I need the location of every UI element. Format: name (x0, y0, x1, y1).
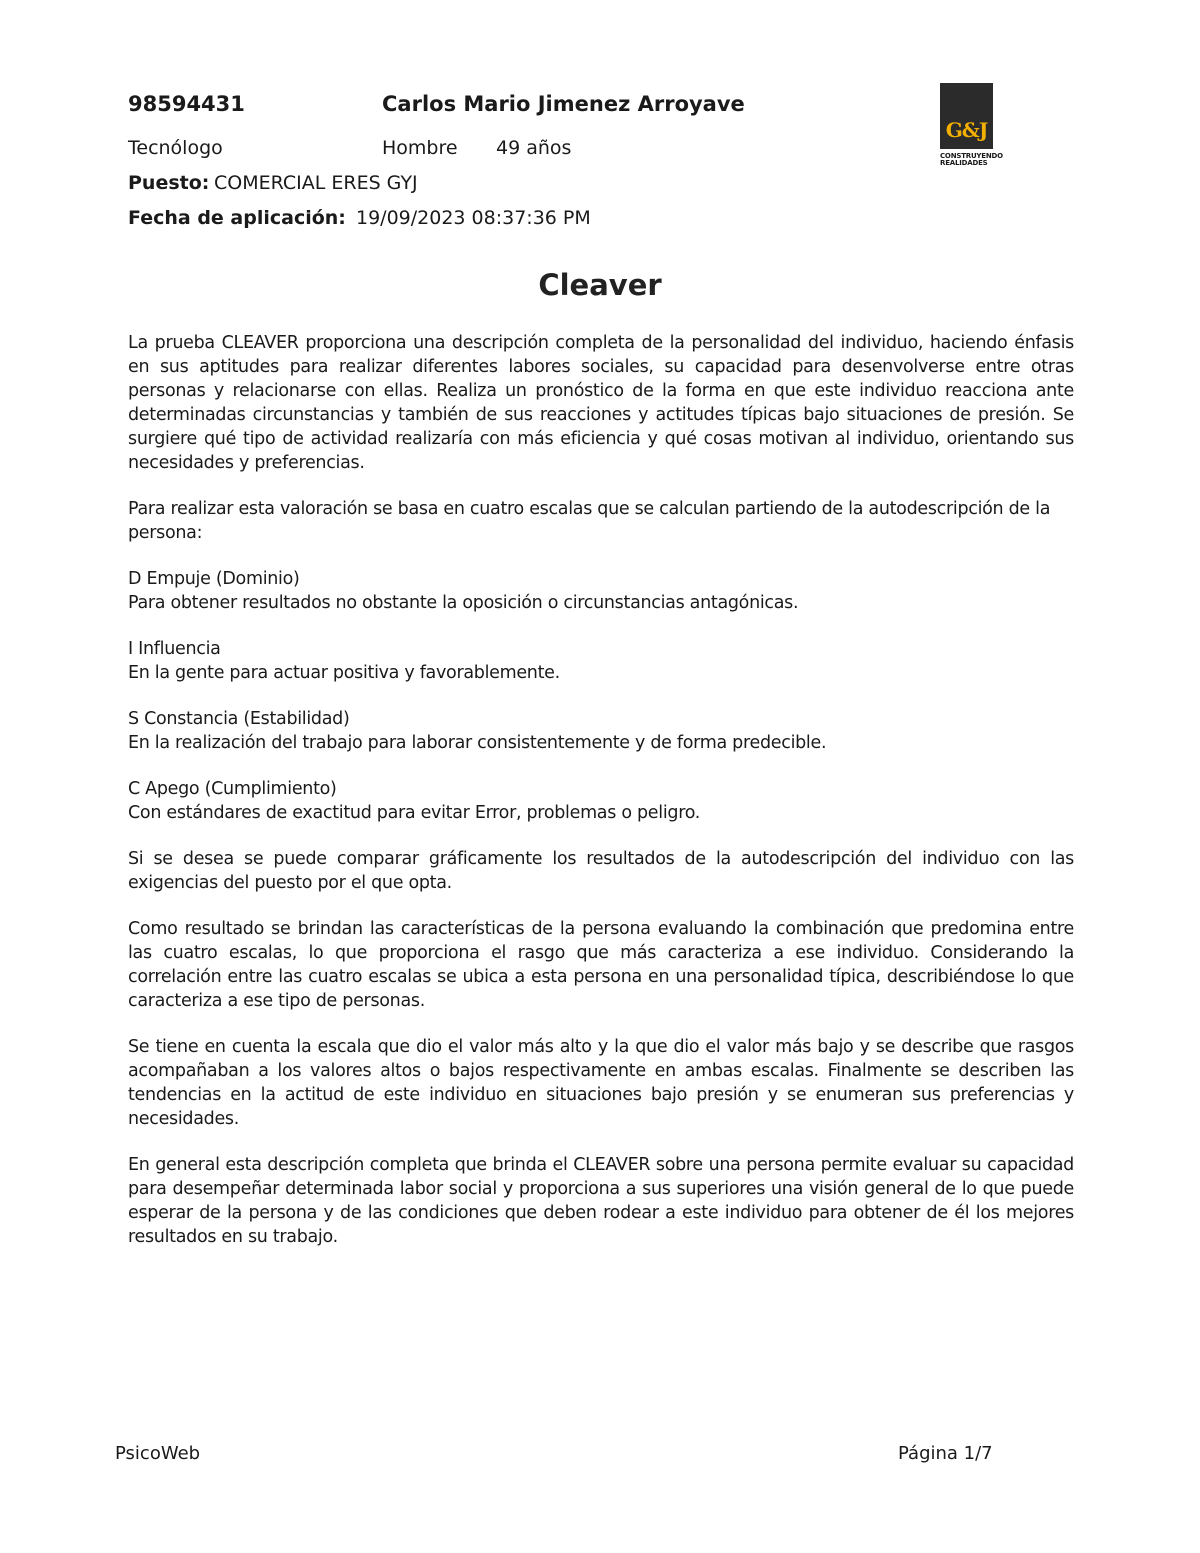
header-id: 98594431 (128, 92, 245, 116)
scale-name: S Constancia (Estabilidad) (128, 709, 350, 729)
scale-desc: Con estándares de exactitud para evitar Error, problemas o peligro. (128, 803, 701, 823)
scale-desc: Para obtener resultados no obstante la oposición o circunstancias antagónicas. (128, 593, 799, 613)
header-name: Carlos Mario Jimenez Arroyave (382, 92, 745, 116)
document-title: Cleaver (538, 268, 662, 302)
logo-text: G&J (945, 118, 988, 142)
header-profession: Tecnólogo (128, 137, 223, 159)
results-paragraph: Como resultado se brindan las características de la persona evaluando la combinación que predomina entre las cuatro escalas, lo que proporciona el rasgo que más caracteriza a ese individuo. Considerando la correlación entre las cuatro escalas se ubica a esta persona en una personalidad típica, describiéndose lo que caracteriza a ese tipo de personas. (128, 919, 1074, 1011)
footer-page-number: Página 1/7 (898, 1443, 993, 1464)
scale-desc: En la gente para actuar positiva y favorablemente. (128, 663, 560, 683)
header-gender: Hombre (382, 137, 458, 159)
scale-name: D Empuje (Dominio) (128, 569, 300, 589)
conclusion-paragraph: En general esta descripción completa que brinda el CLEAVER sobre una persona permite evaluar su capacidad para desempeñar determinada labor social y proporciona a sus superiores una visión general de lo que puede esperar de la persona y de las condiciones que deben rodear a este individuo para obtener de él los mejores resultados en su trabajo. (128, 1155, 1074, 1247)
document-body (128, 331, 1074, 1271)
scale-i (128, 637, 1074, 685)
scale-name: C Apego (Cumplimiento) (128, 779, 337, 799)
company-logo (940, 83, 1003, 171)
fecha-value: 19/09/2023 08:37:36 PM (356, 207, 591, 229)
logo-tagline (940, 152, 1003, 167)
scale-s (128, 707, 1074, 755)
logo-tagline-line2: REALIDADES (940, 159, 988, 167)
footer-app-name: PsicoWeb (115, 1443, 201, 1464)
header-age: 49 años (496, 137, 572, 159)
logo-tagline-line1: CONSTRUYENDO (940, 152, 1003, 160)
scales-intro-paragraph: Para realizar esta valoración se basa en cuatro escalas que se calculan partiendo de la autodescripción de la persona: (128, 499, 1051, 543)
puesto-value: COMERCIAL ERES GYJ (214, 172, 418, 194)
puesto-label: Puesto: (128, 172, 210, 194)
scale-d (128, 567, 1074, 615)
scale-c (128, 777, 1074, 825)
scale-name: I Influencia (128, 639, 221, 659)
logo-box (940, 83, 993, 149)
intro-paragraph: La prueba CLEAVER proporciona una descripción completa de la personalidad del individuo, haciendo énfasis en sus aptitudes para realizar diferentes labores sociales, su capacidad para desenvolverse entre otras personas y relacionarse con ellas. Realiza un pronóstico de la forma en que este individuo reacciona ante determinadas circunstancias y también de sus reacciones y actitudes típicas bajo situaciones de presión. Se surgiere qué tipo de actividad realizaría con más eficiencia y qué cosas motivan al individuo, orientando sus necesidades y preferencias. (128, 333, 1074, 473)
comparison-paragraph: Si se desea se puede comparar gráficamente los resultados de la autodescripción del individuo con las exigencias del puesto por el que opta. (128, 849, 1074, 893)
extremes-paragraph: Se tiene en cuenta la escala que dio el valor más alto y la que dio el valor más bajo y se describe que rasgos acompañaban a los valores altos o bajos respectivamente en ambas escalas. Finalmente se describen las tendencias en la actitud de este individuo en situaciones bajo presión y se enumeran sus preferencias y necesidades. (128, 1037, 1074, 1129)
fecha-label: Fecha de aplicación: (128, 207, 346, 229)
scale-desc: En la realización del trabajo para laborar consistentemente y de forma predecible. (128, 733, 827, 753)
